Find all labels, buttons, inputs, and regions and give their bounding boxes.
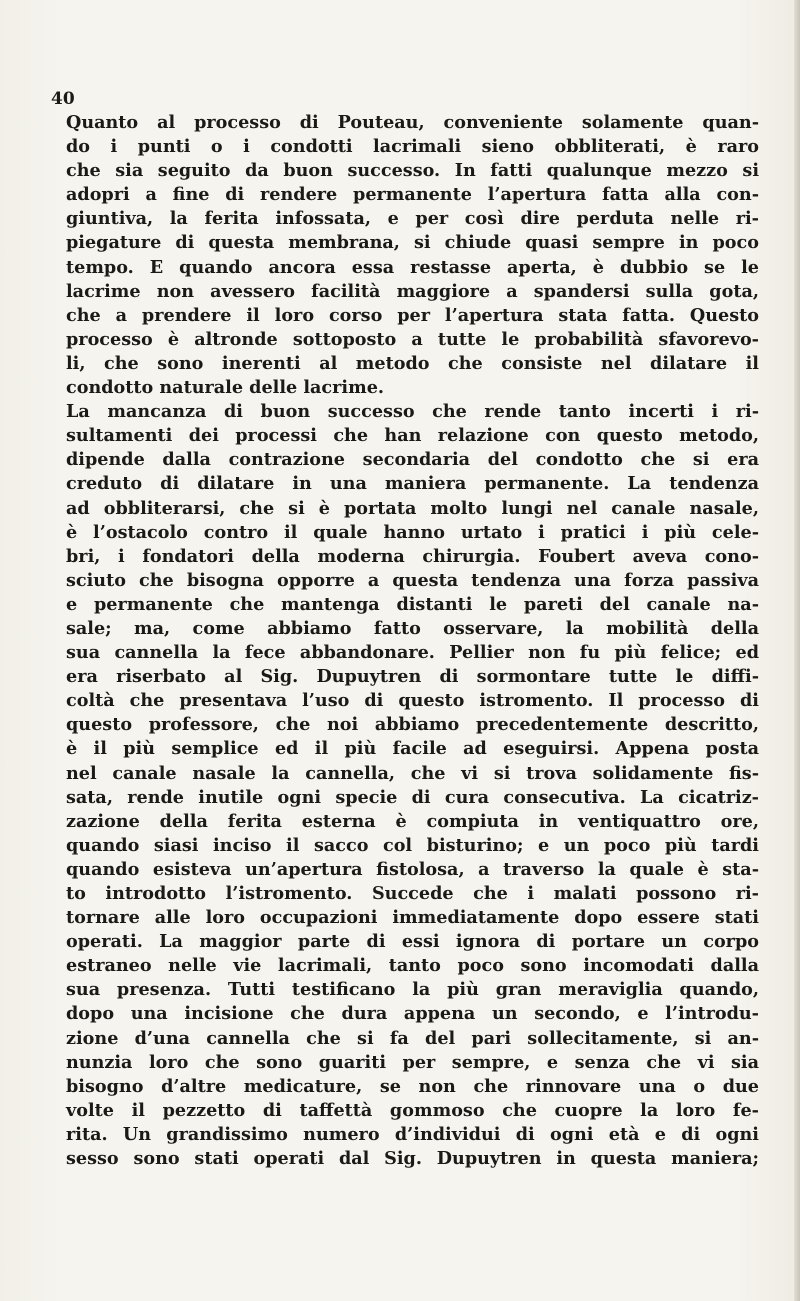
text-line: sata, rende inutile ogni specie di cura consecutiva. La cicatriz-: [66, 786, 759, 808]
text-line: bri, i fondatori della moderna chirurgia. Foubert aveva cono-: [66, 545, 759, 567]
text-line: volte il pezzetto di taffettà gommoso che cuopre la loro fe-: [66, 1099, 759, 1121]
text-line: ad obbliterarsi, che si è portata molto lungi nel canale nasale,: [66, 497, 759, 519]
text-line: quando siasi inciso il sacco col bisturino; e un poco più tardi: [66, 834, 759, 856]
text-line: è l’ostacolo contro il quale hanno urtato i pratici i più cele-: [66, 521, 759, 543]
text-line: processo è altronde sottoposto a tutte le probabilità sfavorevo-: [66, 328, 759, 350]
text-line: che sia seguito da buon successo. In fatti qualunque mezzo si: [66, 160, 759, 182]
text-line: è il più semplice ed il più facile ad eseguirsi. Appena posta: [66, 738, 759, 760]
text-line: operati. La maggior parte di essi ignora di portare un corpo: [66, 931, 759, 953]
text-line: sciuto che bisogna opporre a questa tendenza una forza passiva: [66, 569, 759, 591]
text-line: e permanente che mantenga distanti le pareti del canale na-: [66, 593, 759, 615]
text-line: La mancanza di buon successo che rende tanto incerti i ri-: [66, 401, 759, 423]
text-line: dopo una incisione che dura appena un secondo, e l’introdu-: [66, 1003, 759, 1025]
text-line: zazione della ferita esterna è compiuta in ventiquattro ore,: [66, 810, 759, 832]
text-line: lacrime non avessero facilità maggiore a spandersi sulla gota,: [66, 280, 759, 302]
page-number: 40: [51, 89, 75, 109]
text-line: rita. Un grandissimo numero d’individui di ogni età e di ogni: [66, 1123, 759, 1145]
text-line: adopri a fine di rendere permanente l’apertura fatta alla con-: [66, 184, 759, 206]
text-line: zione d’una cannella che si fa del pari sollecitamente, si an-: [66, 1027, 759, 1049]
text-line: to introdotto l’istromento. Succede che i malati possono ri-: [66, 883, 759, 904]
text-line: condotto naturale delle lacrime.: [66, 377, 385, 399]
text-line: che a prendere il loro corso per l’apertura stata fatta. Questo: [66, 304, 759, 326]
text-line: sesso sono stati operati dal Sig. Dupuytren in questa maniera;: [66, 1148, 759, 1170]
text-line: nunzia loro che sono guariti per sempre, e senza che vi sia: [66, 1051, 759, 1073]
text-line: era riserbato al Sig. Dupuytren di sormontare tutte le diffi-: [66, 666, 759, 688]
text-line: tornare alle loro occupazioni immediatamente dopo essere stati: [66, 907, 759, 929]
text-line: nel canale nasale la cannella, che vi si trova solidamente fis-: [66, 762, 759, 784]
text-line: tempo. E quando ancora essa restasse aperta, è dubbio se le: [66, 256, 759, 278]
text-line: giuntiva, la ferita infossata, e per così dire perduta nelle ri-: [66, 208, 759, 230]
text-line: estraneo nelle vie lacrimali, tanto poco sono incomodati dalla: [66, 955, 759, 977]
text-line: li, che sono inerenti al metodo che consiste nel dilatare il: [66, 352, 759, 374]
text-line: sultamenti dei processi che han relazione con questo metodo,: [66, 425, 759, 447]
text-line: dipende dalla contrazione secondaria del condotto che si era: [66, 449, 759, 471]
page-edge-shadow: [794, 0, 800, 1301]
text-line: coltà che presentava l’uso di questo istromento. Il processo di: [66, 690, 759, 712]
text-line: sua presenza. Tutti testificano la più gran meraviglia quando,: [66, 979, 759, 1001]
text-line: do i punti o i condotti lacrimali sieno obbliterati, è raro: [66, 136, 759, 158]
text-line: sua cannella la fece abbandonare. Pellier non fu più felice; ed: [66, 642, 759, 664]
text-line: quando esisteva un’apertura fistolosa, a traverso la quale è sta-: [66, 858, 759, 880]
text-line: bisogno d’altre medicature, se non che rinnovare una o due: [66, 1075, 759, 1097]
text-line: Quanto al processo di Pouteau, conveniente solamente quan-: [66, 112, 759, 133]
text-line: creduto di dilatare in una maniera permanente. La tendenza: [66, 473, 759, 495]
body-text: [66, 111, 759, 1171]
text-line: sale; ma, come abbiamo fatto osservare, la mobilità della: [66, 617, 759, 639]
text-line: questo professore, che noi abbiamo precedentemente descritto,: [66, 714, 759, 736]
text-line: piegature di questa membrana, si chiude quasi sempre in poco: [66, 232, 759, 254]
